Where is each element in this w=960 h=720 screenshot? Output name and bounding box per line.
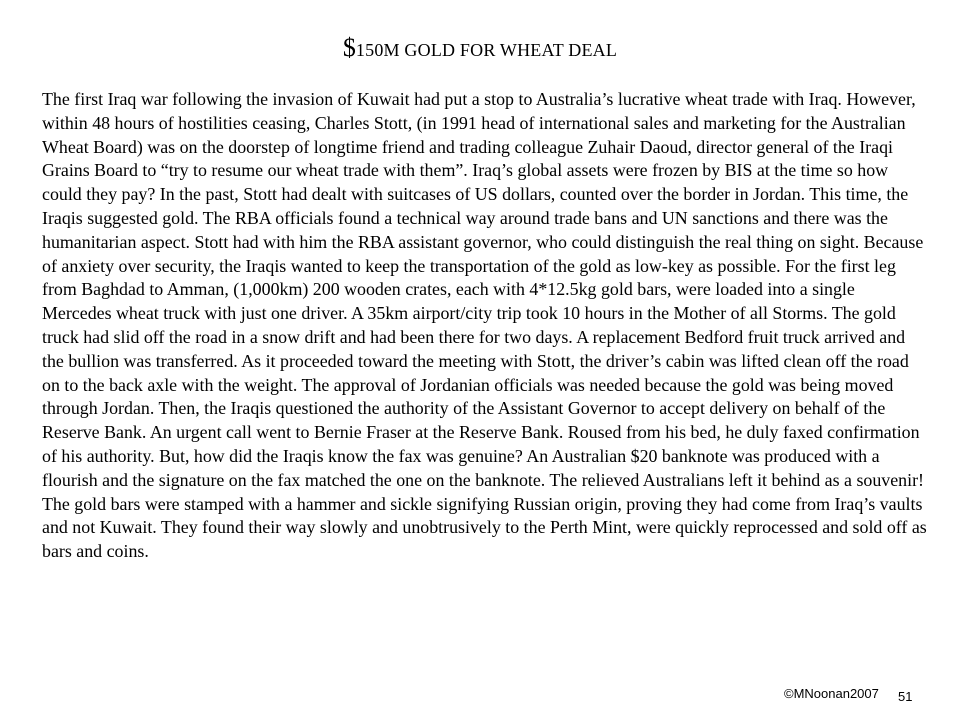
footer-copyright: ©MNoonan2007 <box>784 686 879 701</box>
title-text: 150M GOLD FOR WHEAT DEAL <box>355 40 618 60</box>
page-number: 51 <box>898 689 913 704</box>
body-paragraph: The first Iraq war following the invasion of Kuwait had put a stop to Australia’s lucrative wheat trade with Iraq. However, within 48 hours of hostilities ceasing, Charles Stott, (in 1991 head of international sales and marketing for the Australian Wheat Board) was on the doorstep of longtime friend and trading colleague Zuhair Daoud, director general of the Iraqi Grains Board to “try to resume our wheat trade with them”. Iraq’s global assets were frozen by BIS at the time so how could they pay? In the past, Stott had dealt with suitcases of US dollars, counted over the border in Jordan. This time, the Iraqis suggested gold. The RBA officials found a technical way around trade bans and UN sanctions and there was the humanitarian aspect. Stott had with him the RBA assistant governor, who could distinguish the real thing on sight. Because of anxiety over security, the Iraqis wanted to keep the transportation of the gold as low-key as possible. For the first leg from Baghdad to Amman, (1,000km) 200 wooden crates, each with 4*12.5kg gold bars, were loaded into a single Mercedes wheat truck with just one driver. A 35km airport/city trip took 10 hours in the Mother of all Storms. The gold truck had slid off the road in a snow drift and had been there for two days. A replacement Bedford fruit truck arrived and the bullion was transferred. As it proceeded toward the meeting with Stott, the driver’s cabin was lifted clean off the road on to the back axle with the weight. The approval of Jordanian officials was needed because the gold was being moved through Jordan. Then, the Iraqis questioned the authority of the Assistant Governor to accept delivery on behalf of the Reserve Bank. An urgent call went to Bernie Fraser at the Reserve Bank. Roused from his bed, he duly faxed confirmation of his authority. But, how did the Iraqis know the fax was genuine? An Australian $20 banknote was produced with a flourish and the signature on the fax matched the one on the banknote. The relieved Australians left it behind as a souvenir! The gold bars were stamped with a hammer and sickle signifying Russian origin, proving they had come from Iraq’s vaults and not Kuwait. They found their way slowly and unobtrusively to the Perth Mint, were quickly reprocessed and sold off as bars and coins. <box>42 89 927 562</box>
title-dollar-sign: $ <box>342 33 356 62</box>
slide-title <box>0 30 960 68</box>
